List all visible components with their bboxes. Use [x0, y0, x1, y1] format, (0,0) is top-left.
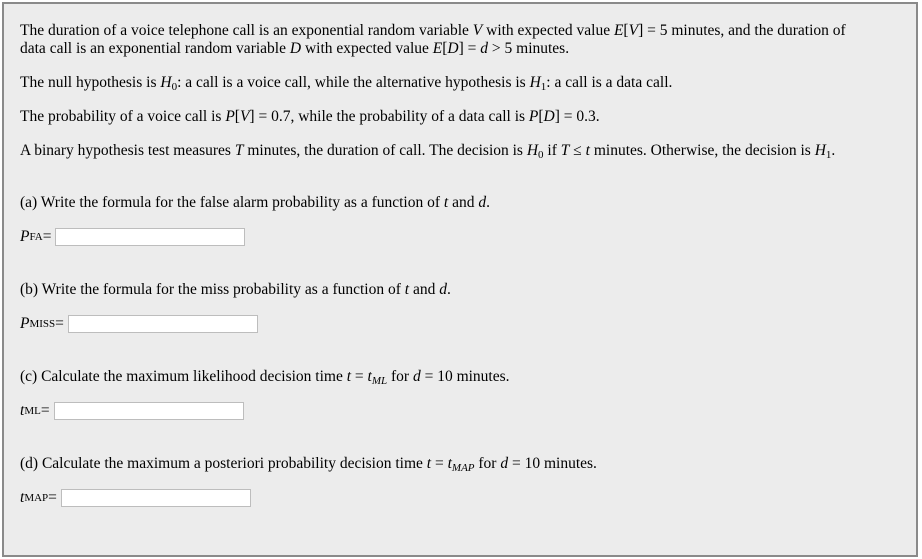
intro-line-1: The duration of a voice telephone call is an exponential random variable V with expected value E[V] = 5 minutes, and the duration of — [20, 22, 846, 39]
part-b-answer-row: P MISS = — [20, 314, 258, 334]
intro-line-2: data call is an exponential random variable D with expected value E[D] = d > 5 minutes. — [20, 40, 570, 57]
pfa-answer-input[interactable] — [55, 228, 245, 246]
tmap-label: t — [20, 489, 25, 506]
part-a-question: (a) Write the formula for the false alarm probability as a function of t and d. — [20, 194, 490, 211]
problem-panel — [2, 2, 918, 557]
part-d-answer-row: t MAP = — [20, 488, 251, 508]
tml-answer-input[interactable] — [54, 402, 244, 420]
pfa-label: P — [20, 228, 30, 245]
part-d-question: (d) Calculate the maximum a posteriori probability decision time $t = t_{MAP}$ for d = 10 minutes. — [20, 455, 597, 474]
prior-probabilities: The probability of a voice call is P[V] = 0.7, while the probability of a data call is P[D] = 0.3. — [20, 108, 600, 125]
tml-label: t — [20, 402, 25, 419]
tmap-answer-input[interactable] — [61, 489, 251, 507]
part-c-question: (c) Calculate the maximum likelihood decision time $t = t_{ML}$ for d = 10 minutes. — [20, 368, 510, 387]
pmiss-label: P — [20, 315, 30, 332]
pmiss-answer-input[interactable] — [68, 315, 258, 333]
part-a-answer-row: P FA = — [20, 227, 245, 247]
part-b-question: (b) Write the formula for the miss probability as a function of t and d. — [20, 281, 451, 298]
test-description: A binary hypothesis test measures T minutes, the duration of call. The decision is $H_0$ if T ≤ t minutes. Otherwise, the decision is $H_1$. — [20, 142, 836, 161]
hypothesis-statement: The null hypothesis is $H_0$: a call is a voice call, while the alternative hypothesis is $H_1$: a call is a data call. — [20, 74, 673, 93]
part-c-answer-row: t ML = — [20, 401, 244, 421]
